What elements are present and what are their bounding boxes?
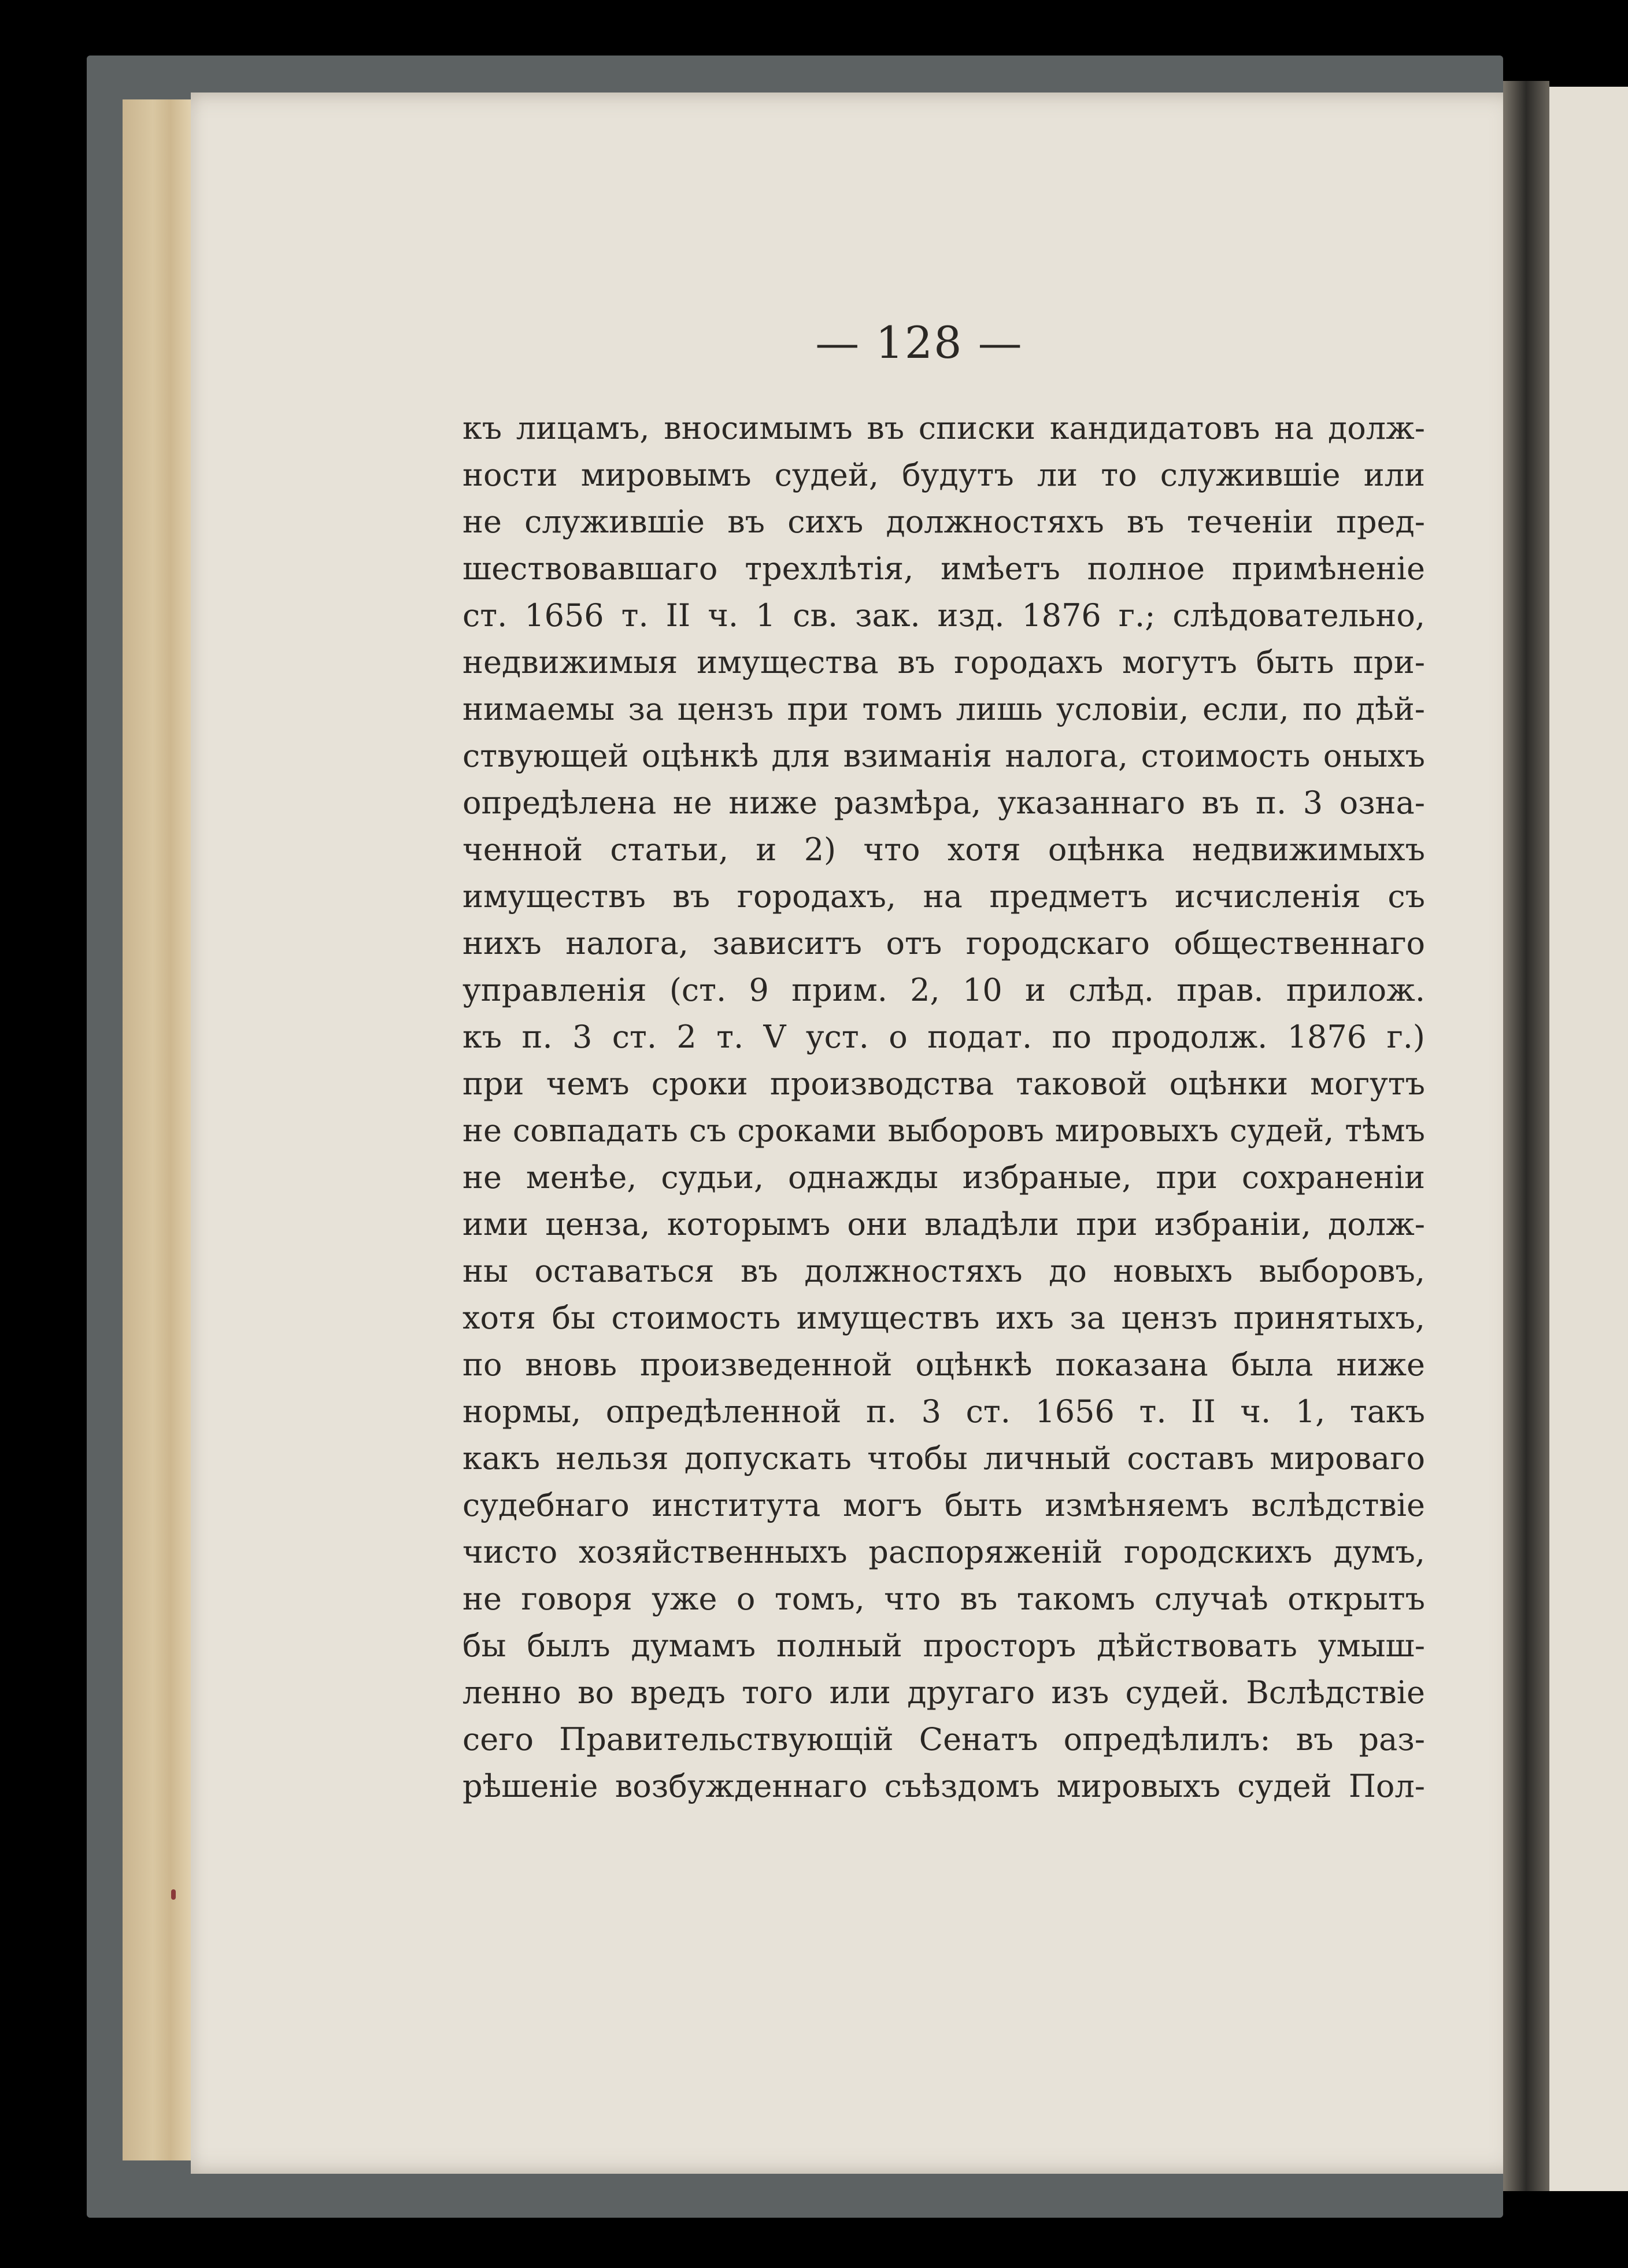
text-line: ствующей оцѣнкѣ для взиманія налога, стоимость оныхъ <box>462 738 1425 774</box>
text-line: бы былъ думамъ полный просторъ дѣйствовать умыш- <box>462 1627 1425 1664</box>
text-line: по вновь произведенной оцѣнкѣ показана была ниже <box>462 1346 1425 1383</box>
text-line: къ п. 3 ст. 2 т. V уст. о подат. по продолж. 1876 г.) <box>462 1019 1425 1055</box>
text-line: хотя бы стоимость имуществъ ихъ за цензъ принятыхъ, <box>462 1300 1425 1336</box>
text-line: нормы, опредѣленной п. 3 ст. 1656 т. II ч. 1, такъ <box>462 1393 1425 1430</box>
text-line: управленія (ст. 9 прим. 2, 10 и слѣд. прав. прилож. <box>462 972 1425 1008</box>
body-text <box>462 405 1425 1810</box>
text-line: не служившіе въ сихъ должностяхъ въ теченіи пред- <box>462 504 1425 540</box>
text-line: ленно во вредъ того или другаго изъ судей. Вслѣдствіе <box>462 1674 1425 1711</box>
text-line: чисто хозяйственныхъ распоряженій городскихъ думъ, <box>462 1534 1425 1570</box>
text-line: не менѣе, судьи, однажды избраные, при сохраненіи <box>462 1159 1425 1196</box>
text-line: ны оставаться въ должностяхъ до новыхъ выборовъ, <box>462 1253 1425 1289</box>
text-line: имуществъ въ городахъ, на предметъ исчисленія съ <box>462 878 1425 915</box>
text-line: недвижимыя имущества въ городахъ могутъ быть при- <box>462 644 1425 680</box>
text-line: нихъ налога, зависитъ отъ городскаго общественнаго <box>462 925 1425 961</box>
text-line: рѣшеніе возбужденнаго съѣздомъ мировыхъ судей Пол- <box>462 1768 1425 1804</box>
text-line: судебнаго института могъ быть измѣняемъ вслѣдствіе <box>462 1487 1425 1523</box>
book-gutter <box>1503 81 1549 2191</box>
facing-page-edge <box>1549 87 1628 2191</box>
text-line: нимаемы за цензъ при томъ лишь условіи, если, по дѣй- <box>462 691 1425 727</box>
text-line: сего Правительствующій Сенатъ опредѣлилъ: въ раз- <box>462 1721 1425 1758</box>
text-line: при чемъ сроки производства таковой оцѣнки могутъ <box>462 1065 1425 1102</box>
ink-speck <box>171 1889 176 1900</box>
text-line: не совпадать съ сроками выборовъ мировыхъ судей, тѣмъ <box>462 1112 1425 1149</box>
text-line: ст. 1656 т. II ч. 1 св. зак. изд. 1876 г.; слѣдовательно, <box>462 597 1425 634</box>
text-line: какъ нельзя допускать чтобы личный составъ мироваго <box>462 1440 1425 1477</box>
text-line: опредѣлена не ниже размѣра, указаннаго въ п. 3 озна- <box>462 785 1425 821</box>
page-number: — 128 — <box>815 317 1023 368</box>
text-line: не говоря уже о томъ, что въ такомъ случаѣ открытъ <box>462 1581 1425 1617</box>
text-line: ности мировымъ судей, будутъ ли то служившіе или <box>462 457 1425 493</box>
text-line: ими ценза, которымъ они владѣли при избраніи, долж- <box>462 1206 1425 1242</box>
text-line: шествовавшаго трехлѣтія, имѣетъ полное примѣненіе <box>462 550 1425 587</box>
text-line: къ лицамъ, вносимымъ въ списки кандидатовъ на долж- <box>462 410 1425 446</box>
text-line: ченной статьи, и 2) что хотя оцѣнка недвижимыхъ <box>462 831 1425 868</box>
